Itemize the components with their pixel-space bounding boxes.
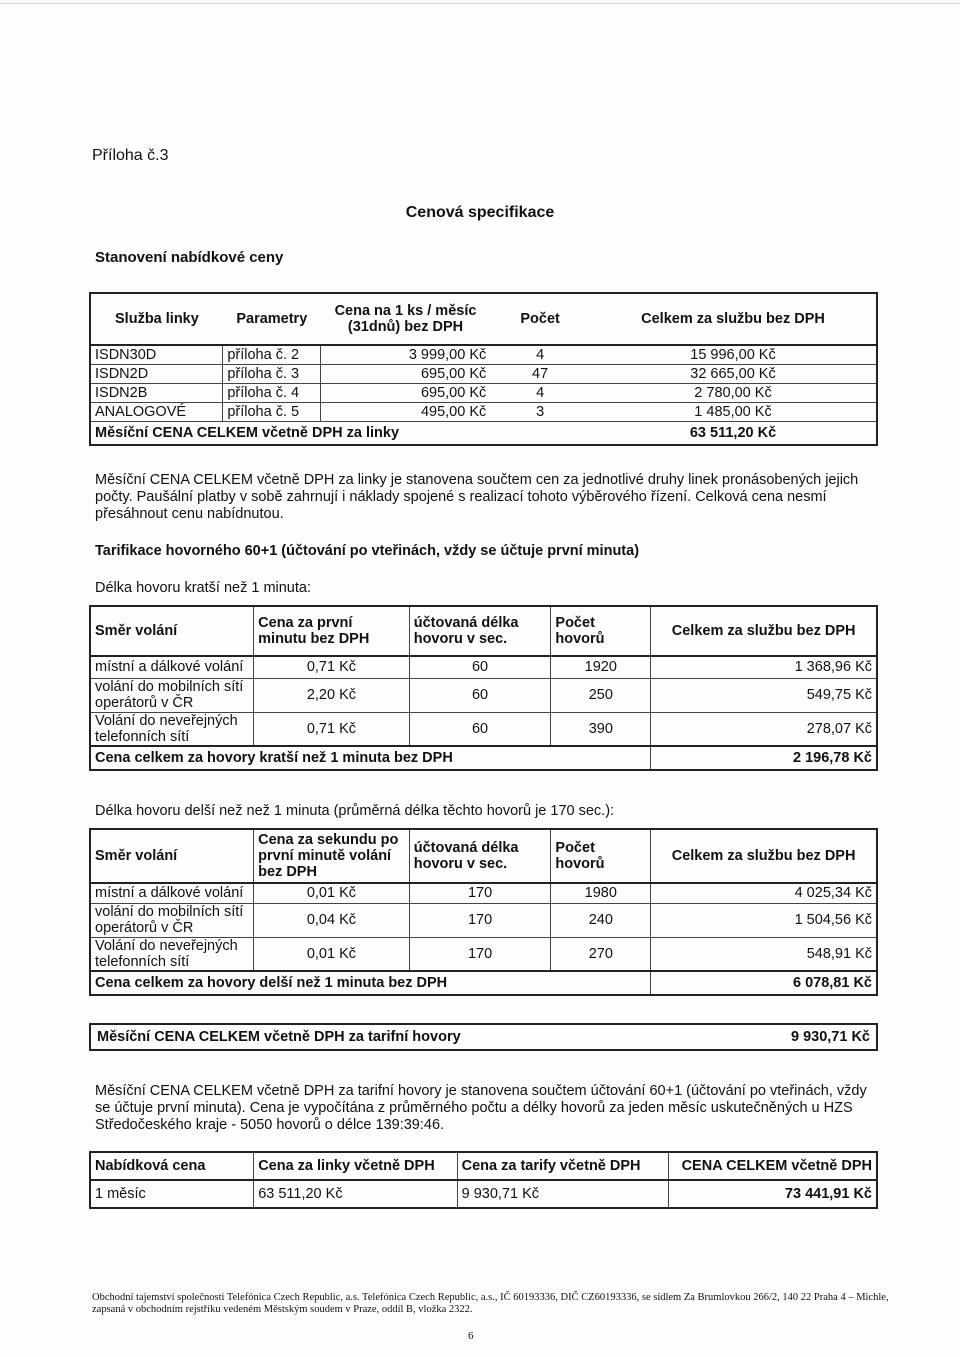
count-cell: 270 xyxy=(551,937,651,971)
price-cell: 695,00 Kč xyxy=(321,384,491,403)
total-cell: 549,75 Kč xyxy=(651,678,877,712)
price-cell: 0,71 Kč xyxy=(254,656,410,678)
param-cell: příloha č. 3 xyxy=(223,365,321,384)
table-row xyxy=(90,384,877,403)
col-header: Celkem za službu bez DPH xyxy=(651,606,877,656)
col-header: Počet hovorů xyxy=(551,606,651,656)
offer-summary-table xyxy=(89,1151,878,1209)
col-header: Směr volání xyxy=(90,606,254,656)
col-header: Cena na 1 ks / měsíc (31dnů) bez DPH xyxy=(321,293,491,345)
total-cell: 548,91 Kč xyxy=(651,937,877,971)
tariffs-price-cell: 9 930,71 Kč xyxy=(457,1180,668,1208)
service-cell: ISDN2B xyxy=(90,384,223,403)
col-header: Cena za tarify včetně DPH xyxy=(457,1152,668,1180)
table-sum-row xyxy=(90,746,877,770)
direction-cell: Volání do neveřejných telefonních sítí xyxy=(90,937,254,971)
grand-total-cell: 73 441,91 Kč xyxy=(669,1180,878,1208)
table-header-row xyxy=(90,1152,877,1180)
length-cell: 170 xyxy=(409,937,551,971)
sum-value: 2 196,78 Kč xyxy=(651,746,877,770)
price-cell: 0,01 Kč xyxy=(254,883,410,903)
total-cell: 1 485,00 Kč xyxy=(590,403,877,422)
col-header: účtovaná délka hovoru v sec. xyxy=(409,606,551,656)
price-cell: 695,00 Kč xyxy=(321,365,491,384)
service-cell: ANALOGOVÉ xyxy=(90,403,223,422)
service-cell: ISDN2D xyxy=(90,365,223,384)
total-cell: 2 780,00 Kč xyxy=(590,384,877,403)
sum-value: 6 078,81 Kč xyxy=(651,971,877,995)
count-cell: 1920 xyxy=(551,656,651,678)
price-cell: 0,71 Kč xyxy=(254,712,410,746)
sum-label: Cena celkem za hovory kratší než 1 minuta bez DPH xyxy=(90,746,651,770)
direction-cell: Volání do neveřejných telefonních sítí xyxy=(90,712,254,746)
col-header: Cena za linky včetně DPH xyxy=(254,1152,457,1180)
table-sum-row xyxy=(90,971,877,995)
table-header-row xyxy=(90,293,877,345)
long-calls-caption: Délka hovoru delší než než 1 minuta (průměrná délka těchto hovorů je 170 sec.): xyxy=(95,803,615,819)
sum-label: Cena celkem za hovory delší než 1 minuta bez DPH xyxy=(90,971,651,995)
col-header: CENA CELKEM včetně DPH xyxy=(669,1152,878,1180)
tariff-total-value: 9 930,71 Kč xyxy=(790,1029,870,1045)
col-header: Směr volání xyxy=(90,829,254,883)
count-cell: 4 xyxy=(490,345,590,365)
table-row xyxy=(90,1180,877,1208)
count-cell: 250 xyxy=(551,678,651,712)
table-row xyxy=(90,712,877,746)
footer-note: Obchodní tajemství společnosti Telefónica Czech Republic, a.s. Telefónica Czech Republic, a.s., IČ 60193336, DIČ CZ60193336, se sídlem Za Brumlovkou 266/2, 140 22 Praha 4 – Michle, zapsaná v obchodním rejstříku vedeném Městským soudem v Praze, oddíl B, vložka 2322. xyxy=(92,1292,889,1315)
total-cell: 4 025,34 Kč xyxy=(651,883,877,903)
length-cell: 170 xyxy=(409,903,551,937)
count-cell: 390 xyxy=(551,712,651,746)
table-row xyxy=(90,678,877,712)
param-cell: příloha č. 4 xyxy=(223,384,321,403)
top-rule xyxy=(0,3,960,4)
table-row xyxy=(90,403,877,422)
length-cell: 60 xyxy=(409,712,551,746)
count-cell: 4 xyxy=(490,384,590,403)
table-row xyxy=(90,937,877,971)
tariff-explanation: Měsíční CENA CELKEM včetně DPH za tarifní hovory je stanovena součtem účtování 60+1 (účtování po vteřinách, vždy se účtuje první minuta). Cena je vypočítána z průměrného počtu a délky hovorů za jeden měsíc uskutečněných u HZS Středočeského kraje - 5050 hovorů o délce 139:39:46. xyxy=(95,1083,867,1133)
col-header: Celkem za službu bez DPH xyxy=(651,829,877,883)
price-cell: 3 999,00 Kč xyxy=(321,345,491,365)
period-cell: 1 měsíc xyxy=(90,1180,254,1208)
document-title: Cenová specifikace xyxy=(405,204,555,221)
long-calls-table xyxy=(89,828,878,996)
section-subtitle: Stanovení nabídkové ceny xyxy=(95,249,284,266)
price-cell: 495,00 Kč xyxy=(321,403,491,422)
page-number: 6 xyxy=(468,1330,474,1342)
total-cell: 1 504,56 Kč xyxy=(651,903,877,937)
service-cell: ISDN30D xyxy=(90,345,223,365)
col-header: Služba linky xyxy=(90,293,223,345)
appendix-label: Příloha č.3 xyxy=(92,147,169,164)
length-cell: 60 xyxy=(409,678,551,712)
col-header: Celkem za službu bez DPH xyxy=(590,293,877,345)
count-cell: 3 xyxy=(490,403,590,422)
price-cell: 2,20 Kč xyxy=(254,678,410,712)
length-cell: 170 xyxy=(409,883,551,903)
col-header: Parametry xyxy=(223,293,321,345)
lines-price-cell: 63 511,20 Kč xyxy=(254,1180,457,1208)
length-cell: 60 xyxy=(409,656,551,678)
total-cell: 278,07 Kč xyxy=(651,712,877,746)
direction-cell: volání do mobilních sítí operátorů v ČR xyxy=(90,678,254,712)
count-cell: 240 xyxy=(551,903,651,937)
tariff-total-box xyxy=(89,1023,878,1051)
total-cell: 1 368,96 Kč xyxy=(651,656,877,678)
table-sum-row xyxy=(90,422,877,446)
col-header: Počet xyxy=(490,293,590,345)
col-header: Cena za první minutu bez DPH xyxy=(254,606,410,656)
short-calls-table xyxy=(89,605,878,771)
table-row xyxy=(90,365,877,384)
col-header: Počet hovorů xyxy=(551,829,651,883)
price-cell: 0,04 Kč xyxy=(254,903,410,937)
param-cell: příloha č. 2 xyxy=(223,345,321,365)
total-cell: 32 665,00 Kč xyxy=(590,365,877,384)
sum-label: Měsíční CENA CELKEM včetně DPH za linky xyxy=(95,425,400,441)
direction-cell: volání do mobilních sítí operátorů v ČR xyxy=(90,903,254,937)
short-calls-caption: Délka hovoru kratší než 1 minuta: xyxy=(95,580,311,596)
col-header: Nabídková cena xyxy=(90,1152,254,1180)
lines-price-table xyxy=(89,292,878,446)
table-header-row xyxy=(90,606,877,656)
table-row xyxy=(90,656,877,678)
table-row xyxy=(90,345,877,365)
count-cell: 47 xyxy=(490,365,590,384)
count-cell: 1980 xyxy=(551,883,651,903)
price-cell: 0,01 Kč xyxy=(254,937,410,971)
total-cell: 15 996,00 Kč xyxy=(590,345,877,365)
col-header: Cena za sekundu po první minutě volání bez DPH xyxy=(254,829,410,883)
table-header-row xyxy=(90,829,877,883)
param-cell: příloha č. 5 xyxy=(223,403,321,422)
col-header: účtovaná délka hovoru v sec. xyxy=(409,829,551,883)
lines-explanation: Měsíční CENA CELKEM včetně DPH za linky je stanovena součtem cen za jednotlivé druhy linek pronásobených jejich počty. Paušální platby v sobě zahrnují i náklady spojené s realizací tohoto výběrového řízení. Celková cena nesmí přesáhnout cenu nabídnutou. xyxy=(95,472,859,522)
direction-cell: místní a dálkové volání xyxy=(90,883,254,903)
tariff-total-label: Měsíční CENA CELKEM včetně DPH za tarifní hovory xyxy=(97,1029,461,1045)
table-row xyxy=(90,903,877,937)
direction-cell: místní a dálkové volání xyxy=(90,656,254,678)
table-row xyxy=(90,883,877,903)
tariff-heading: Tarifikace hovorného 60+1 (účtování po vteřinách, vždy se účtuje první minuta) xyxy=(95,543,640,559)
sum-value: 63 511,20 Kč xyxy=(689,425,777,441)
